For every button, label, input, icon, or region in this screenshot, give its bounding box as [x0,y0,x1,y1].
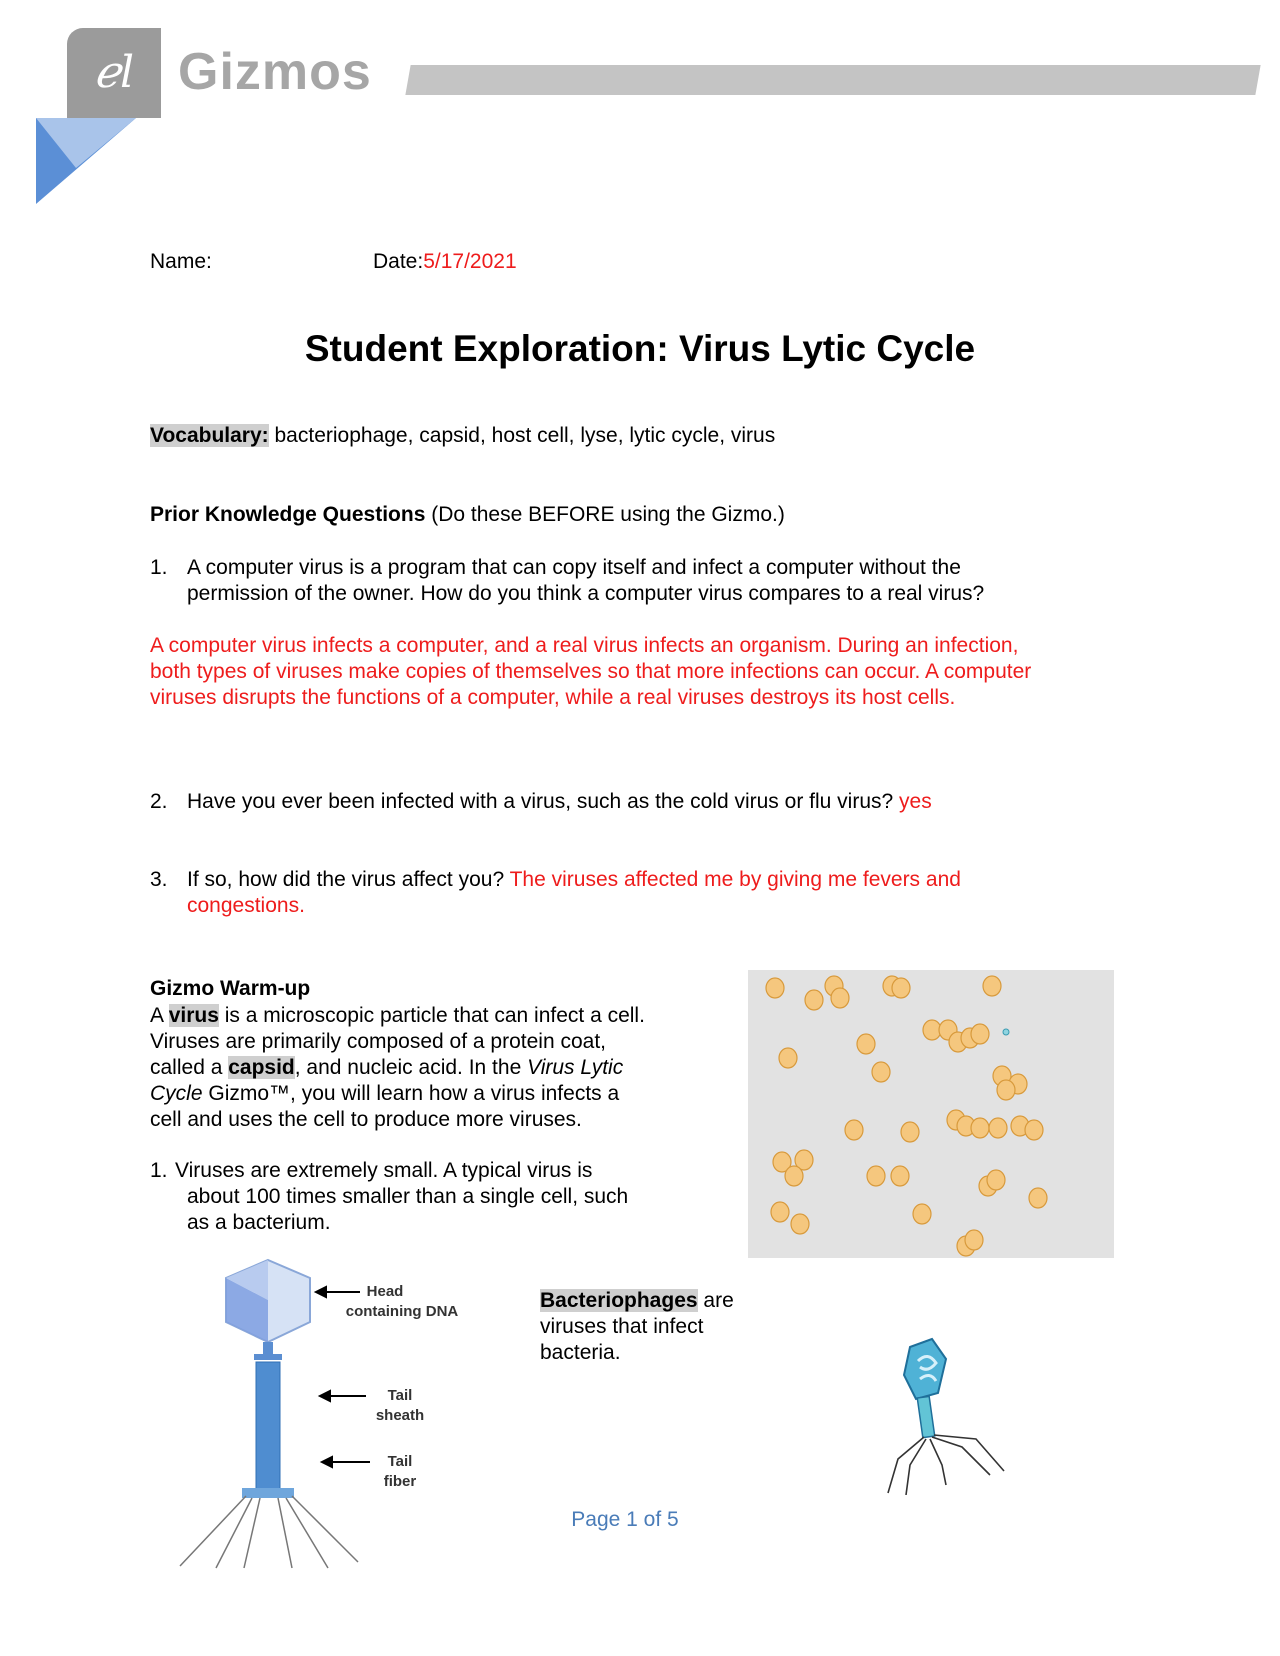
header-corner-decoration [36,118,166,206]
warmup-text: Gizmo™, you will learn how a virus infects a [208,1082,620,1105]
warmup-text: A [150,1004,163,1027]
answer-3-part-1: The viruses affected me by giving me fevers and [509,868,961,891]
prior-knowledge-note: (Do these BEFORE using the Gizmo.) [431,503,785,526]
warmup-paragraph [150,1003,710,1133]
question-3-text: If so, how did the virus affect you? [187,868,505,891]
warmup-question-line: Viruses are extremely small. A typical virus is [175,1159,593,1182]
warmup-question-line: as a bacterium. [187,1211,331,1234]
warmup-question-number: 1. [150,1159,168,1182]
bacteriophage-caption [540,1288,770,1366]
term-capsid: capsid [228,1056,295,1079]
vocabulary-label: Vocabulary: [150,424,269,447]
question-number: 2. [150,790,168,813]
vocabulary-terms: bacteriophage, capsid, host cell, lyse, lytic cycle, virus [274,424,776,447]
answer-1 [150,633,1031,711]
label-fiber: fiber [383,1473,417,1490]
bacteria-simulation-image [748,970,1114,1258]
bacteria-cells [748,970,1114,1258]
label-head-dna: containing DNA [345,1303,459,1320]
phage-cartoon-illustration [880,1335,1010,1495]
prior-knowledge-heading [150,503,785,527]
warmup-text: Viruses are primarily composed of a protein coat, [150,1030,606,1053]
answer-1-line-2: both types of viruses make copies of themselves so that more infections can occur. A computer [150,660,1032,683]
bacteriophage-cartoon [880,1335,1010,1495]
warmup-text: is a microscopic particle that can infect a cell. [224,1004,645,1027]
label-head: Head [366,1283,404,1300]
warmup-question-1 [175,1158,707,1236]
header-bar [405,65,1260,95]
question-2-text: Have you ever been infected with a virus, such as the cold virus or flu virus? [187,790,894,813]
answer-2: yes [899,790,932,813]
gizmo-name: Cycle [150,1082,203,1105]
warmup-text: , and nucleic acid. In the [294,1056,522,1079]
label-tail: Tail [387,1453,413,1470]
answer-3-part-2: congestions. [187,894,305,917]
warmup-text: called a [150,1056,223,1079]
answer-1-line-3: viruses disrupts the functions of a computer, while a real viruses destroys its host cells. [150,686,956,709]
caption-text: bacteria. [540,1341,621,1364]
vocabulary-line [150,424,775,448]
warmup-text: cell and uses the cell to produce more viruses. [150,1108,582,1131]
answer-1-line-1: A computer virus infects a computer, and a real virus infects an organism. During an infection, [150,634,1019,657]
term-virus: virus [168,1004,219,1027]
prior-question-1 [150,555,1270,607]
question-1-line-1: A computer virus is a program that can copy itself and infect a computer without the [187,556,961,579]
label-tail: Tail [387,1387,413,1404]
question-number: 3. [150,868,168,891]
term-bacteriophages: Bacteriophages [540,1289,698,1312]
warmup-question-line: about 100 times smaller than a single cell, such [187,1185,629,1208]
question-1-line-2: permission of the owner. How do you think a computer virus compares to a real virus? [187,582,985,605]
label-sheath: sheath [375,1407,425,1424]
prior-question-3 [150,867,1250,919]
date-value: 5/17/2021 [423,250,517,273]
name-label: Name: [150,250,212,273]
gizmos-brand-name: Gizmos [178,43,372,101]
prior-question-2 [150,789,1250,815]
question-number: 1. [150,556,168,579]
gizmos-logo-mark [67,28,161,118]
caption-text: are [703,1289,734,1312]
warmup-heading: Gizmo Warm-up [150,977,311,1000]
date-field [373,250,517,274]
page-title: Student Exploration: Virus Lytic Cycle [304,328,976,369]
prior-knowledge-title: Prior Knowledge Questions [150,503,426,526]
gizmo-name: Virus Lytic [527,1056,624,1079]
date-label: Date: [373,250,424,273]
caption-text: viruses that infect [540,1315,704,1338]
page-number: Page 1 of 5 [571,1508,679,1531]
logo-glyph: ℯl [93,47,135,98]
